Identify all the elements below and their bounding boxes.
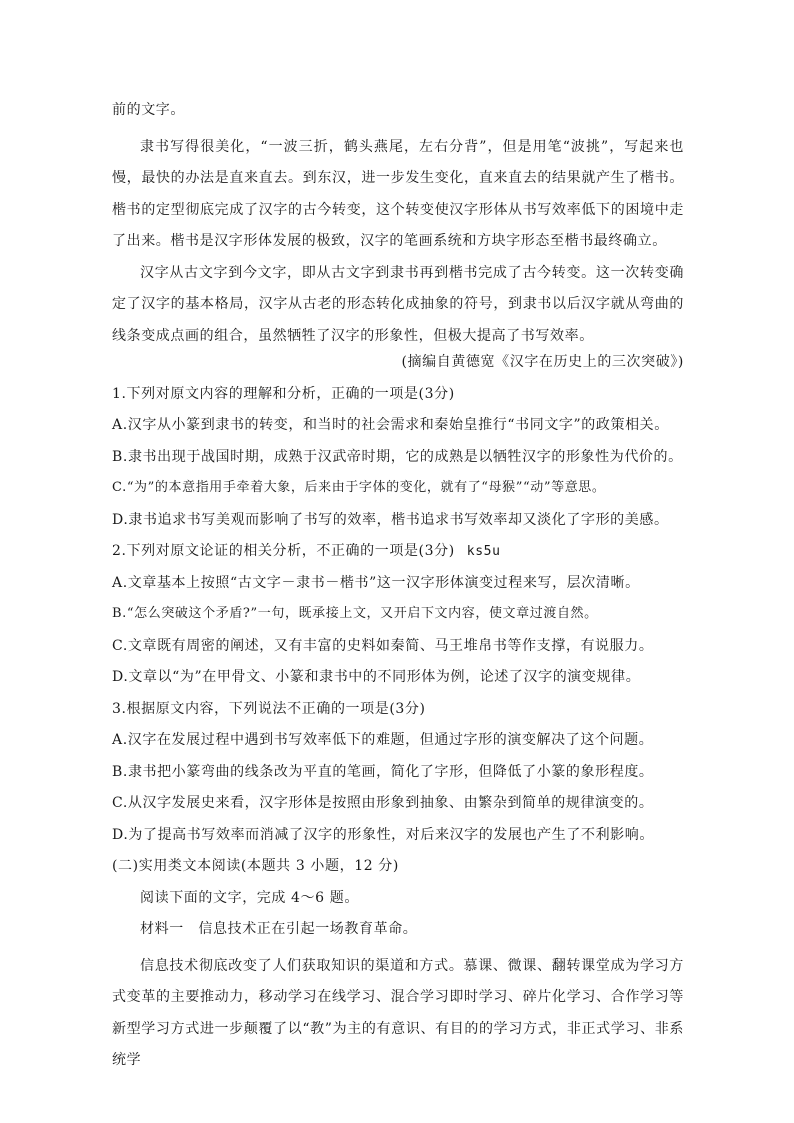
question-1-option-a: A.汉字从小篆到隶书的转变，和当时的社会需求和秦始皇推行“书同文字”的政策相关。: [112, 417, 669, 433]
question-1-stem: 1.下列对原文内容的理解和分析，正确的一项是(3分): [112, 385, 455, 402]
question-2-option-b: B.“怎么突破这个矛盾?”一句，既承接上文，又开启下文内容，使文章过渡自然。: [112, 606, 598, 621]
question-1-option-d: D.隶书追求书写美观而影响了书写的效率，楷书追求书写效率却又淡化了字形的美感。: [112, 511, 669, 528]
paragraph-ancient-to-modern: 汉字从古文字到今文字，即从古文字到隶书再到楷书完成了古今转变。这一次转变确定了汉字的基本格局，汉字从古老的形态转化成抽象的符号，到隶书以后汉字就从弯曲的线条变成点画的组合，虽然牺牲了汉字的形象性，但极大提高了书写效率。: [112, 264, 684, 344]
question-3-option-d: D.为了提高书写效率而消减了汉字的形象性，对后来汉字的发展也产生了不利影响。: [112, 826, 654, 843]
source-citation: (摘编自黄德宽《汉字在历史上的三次突破》): [401, 354, 684, 370]
question-2-row: [112, 541, 684, 573]
question-3-option-b: B.隶书把小篆弯曲的线条改为平直的笔画，简化了字形，但降低了小篆的象形程度。: [112, 763, 654, 780]
question-2-option-a: A.文章基本上按照“古文字－隶书－楷书”这一汉字形体演变过程来写，层次清晰。: [112, 574, 640, 591]
question-2-option-c: C.文章既有周密的阐述，又有丰富的史料如秦简、马王堆帛书等作支撑，有说服力。: [112, 637, 654, 654]
question-1-option-b: B.隶书出现于战国时期，成熟于汉武帝时期，它的成熟是以牺牲汉字的形象性为代价的。: [112, 448, 683, 465]
section-2-instruction: 阅读下面的文字，完成 4～6 题。: [140, 889, 359, 906]
question-1-option-c: C.“为”的本意指用手牵着大象，后来由于字体的变化，就有了“母猴”“动”等意思。: [112, 480, 606, 495]
material-1-title: 材料一 信息技术正在引起一场教育革命。: [140, 921, 418, 937]
question-3-option-a: A.汉字在发展过程中遇到书写效率低下的难题，但通过字形的演变解决了这个问题。: [112, 732, 654, 748]
question-3-option-c: C.从汉字发展史来看，汉字形体是按照由形象到抽象、由繁杂到简单的规律演变的。: [112, 795, 654, 811]
question-2-option-d: D.文章以“为”在甲骨文、小篆和隶书中的不同形体为例，论述了汉字的演变规律。: [112, 669, 641, 685]
section-2-heading: (二)实用类文本阅读(本题共 3 小题，12 分): [112, 858, 399, 874]
paragraph-clerical-script: 隶书写得很美化，“一波三折，鹤头燕尾，左右分背”，但是用笔“波挑”，写起来也慢，最快的办法是直来直去。到东汉，进一步发生变化，直来直去的结果就产生了楷书。楷书的定型彻底完成了汉字的古今转变，这个转变使汉字形体从书写效率低下的困境中走了出来。楷书是汉字形体发展的极致，汉字的笔画系统和方块字形态至楷书最终确立。: [112, 138, 684, 249]
watermark-tag: ks5u: [466, 544, 501, 559]
document-page: [112, 100, 684, 1077]
question-2-stem: 2.下列对原文论证的相关分析，不正确的一项是(3分): [112, 543, 455, 559]
question-3-stem: 3.根据原文内容，下列说法不正确的一项是(3分): [112, 700, 426, 717]
material-1-paragraph: 信息技术彻底改变了人们获取知识的渠道和方式。慕课、微课、翻转课堂成为学习方式变革的主要推动力，移动学习在线学习、混合学习即时学习、碎片化学习、合作学习等新型学习方式进一步颠覆了以“教”为主的有意识、有目的的学习方式，非正式学习、非系统学: [112, 957, 684, 1068]
lead-text: 前的文字。: [112, 102, 185, 118]
